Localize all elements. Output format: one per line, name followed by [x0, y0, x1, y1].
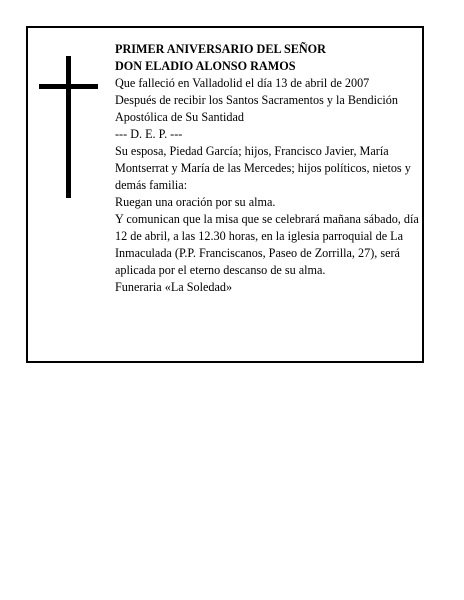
- obituary-notice: [26, 26, 424, 363]
- cross-vertical-bar: [66, 56, 71, 198]
- family-text: Su esposa, Piedad García; hijos, Francisco Javier, María Montserrat y María de las Mercedes; hijos políticos, nietos y demás familia:: [115, 144, 411, 192]
- sacraments-text: Después de recibir los Santos Sacramentos y la Bendición Apostólica de Su Santidad: [115, 93, 398, 124]
- rip-text: --- D. E. P. ---: [115, 127, 183, 141]
- heading-line-1: PRIMER ANIVERSARIO DEL SEÑOR: [115, 42, 326, 56]
- mass-announcement: Y comunican que la misa que se celebrará mañana sábado, día 12 de abril, a las 12.30 horas, en la iglesia parroquial de La Inmaculada (P.P. Franciscanos, Paseo de Zorrilla, 27), será aplicada por el eterno descanso de su alma.: [115, 212, 419, 277]
- prayer-request: Ruegan una oración por su alma.: [115, 195, 276, 209]
- notice-text: [115, 41, 427, 296]
- heading-line-2: DON ELADIO ALONSO RAMOS: [115, 59, 296, 73]
- cross-horizontal-bar: [39, 84, 98, 89]
- death-info: Que falleció en Valladolid el día 13 de abril de 2007: [115, 76, 370, 90]
- funeral-home: Funeraria «La Soledad»: [115, 280, 233, 294]
